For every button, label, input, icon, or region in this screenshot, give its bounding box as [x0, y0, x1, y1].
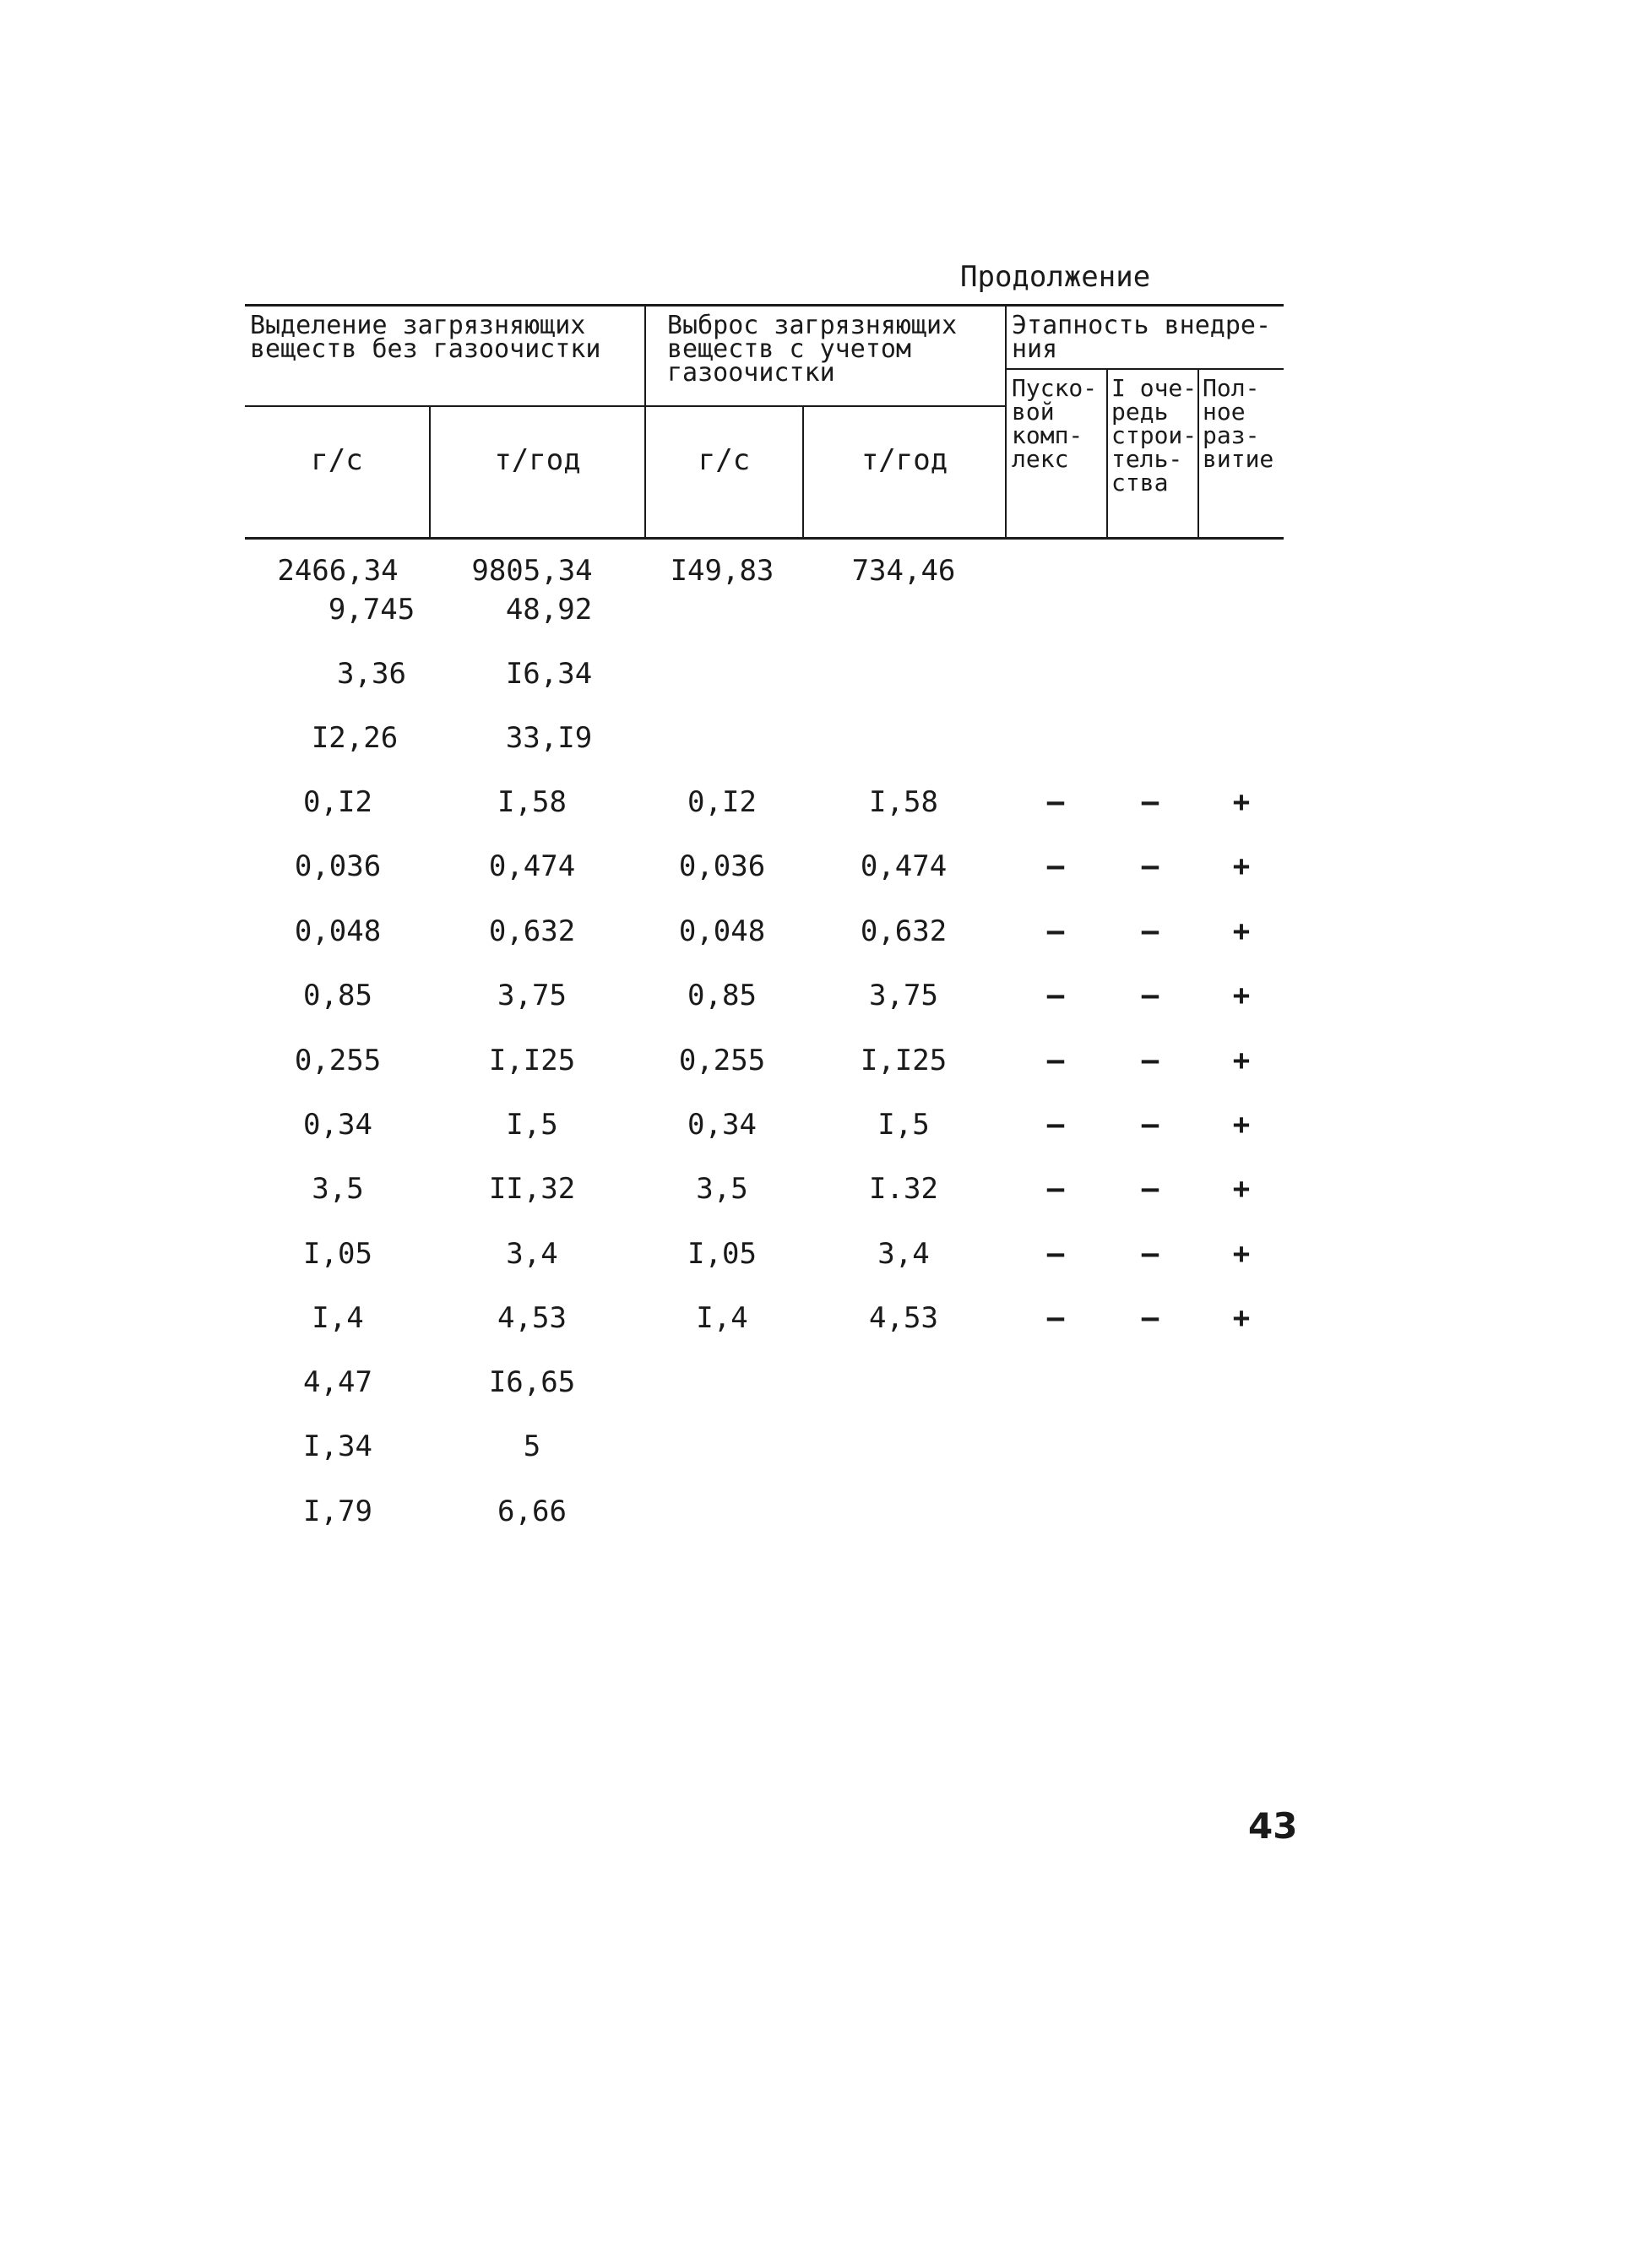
cell-emission-ty: I6,34: [505, 657, 593, 691]
cell-stage-full: +: [1232, 914, 1251, 948]
cell-emission-ty: 33,I9: [505, 721, 593, 755]
continued-label: Продолжение: [960, 260, 1151, 294]
cell-emission-gs: 2466,34: [277, 554, 399, 588]
cell-emission-ty: 9805,34: [471, 554, 593, 588]
table-header-bottom-rule: [245, 537, 1284, 540]
cell-emission-ty: 5: [523, 1430, 541, 1463]
cell-stage-full: +: [1232, 1108, 1251, 1142]
cell-emission-gs: 0,048: [294, 914, 382, 948]
stage-subheader-rule: [1005, 368, 1284, 370]
cell-stage-full: +: [1232, 785, 1251, 819]
cell-stage-first: –: [1141, 979, 1159, 1012]
cell-stage-startup: –: [1046, 1108, 1065, 1142]
cell-release-gs: I,05: [687, 1237, 757, 1271]
column-divider-group: [644, 304, 646, 537]
cell-stage-first: –: [1141, 1044, 1159, 1077]
cell-release-gs: 0,048: [678, 914, 766, 948]
column-divider-sub-2: [1197, 368, 1199, 537]
cell-stage-startup: –: [1046, 1044, 1065, 1077]
cell-emission-ty: I,I25: [488, 1044, 576, 1077]
unit-g-per-s-2: г/с: [698, 443, 751, 477]
cell-emission-gs: I2,26: [311, 721, 399, 755]
cell-emission-gs: 0,34: [303, 1108, 372, 1142]
cell-release-ty: I,58: [869, 785, 938, 819]
cell-release-ty: I,5: [877, 1108, 930, 1142]
cell-emission-gs: 3,36: [337, 657, 406, 691]
cell-emission-gs: 3,5: [312, 1172, 364, 1206]
cell-release-ty: 0,632: [860, 914, 948, 948]
cell-emission-gs: 0,036: [294, 849, 382, 883]
cell-release-ty: 734,46: [851, 554, 956, 588]
header-emission-without-cleaning: Выделение загрязняющих веществ без газоочистки: [250, 311, 601, 364]
cell-emission-gs: 4,47: [303, 1365, 372, 1399]
cell-stage-full: +: [1232, 1172, 1251, 1206]
header-first-stage: I оче- редь строи- тель- ства: [1111, 374, 1197, 496]
cell-emission-ty: 3,75: [497, 979, 567, 1012]
cell-stage-startup: –: [1046, 914, 1065, 948]
cell-emission-gs: 0,I2: [303, 785, 372, 819]
cell-stage-full: +: [1232, 1237, 1251, 1271]
cell-stage-first: –: [1141, 785, 1159, 819]
cell-release-gs: 0,I2: [687, 785, 757, 819]
cell-stage-startup: –: [1046, 785, 1065, 819]
cell-emission-gs: I,05: [303, 1237, 372, 1271]
cell-stage-first: –: [1141, 1172, 1159, 1206]
cell-stage-startup: –: [1046, 1301, 1065, 1335]
cell-release-ty: I.32: [869, 1172, 938, 1206]
cell-emission-gs: I,4: [312, 1301, 364, 1335]
cell-stage-first: –: [1141, 1237, 1159, 1271]
cell-emission-gs: I,79: [303, 1495, 372, 1528]
cell-stage-full: +: [1232, 979, 1251, 1012]
cell-release-ty: 3,4: [877, 1237, 930, 1271]
cell-emission-ty: I,5: [506, 1108, 558, 1142]
cell-emission-gs: 0,255: [294, 1044, 382, 1077]
cell-emission-ty: I,58: [497, 785, 567, 819]
page-number: 43: [1248, 1805, 1298, 1847]
cell-emission-ty: 6,66: [497, 1495, 567, 1528]
header-implementation-stages: Этапность внедре- ния: [1012, 311, 1272, 364]
cell-stage-full: +: [1232, 849, 1251, 883]
table-top-rule: [245, 304, 1284, 307]
cell-emission-gs: I,34: [303, 1430, 372, 1463]
cell-stage-full: +: [1232, 1301, 1251, 1335]
cell-release-gs: I,4: [696, 1301, 748, 1335]
cell-emission-ty: 0,632: [488, 914, 576, 948]
cell-release-ty: I,I25: [860, 1044, 948, 1077]
cell-emission-gs: 0,85: [303, 979, 372, 1012]
column-divider-stage: [1005, 304, 1007, 537]
cell-emission-ty: 48,92: [505, 593, 593, 627]
cell-release-gs: 0,34: [687, 1108, 757, 1142]
header-mid-rule: [245, 405, 1005, 407]
cell-stage-first: –: [1141, 1108, 1159, 1142]
cell-emission-ty: 0,474: [488, 849, 576, 883]
header-release-with-cleaning: Выброс загрязняющих веществ с учетом газоочистки: [667, 311, 958, 388]
column-divider-sub-1: [1106, 368, 1108, 537]
cell-stage-startup: –: [1046, 979, 1065, 1012]
cell-stage-startup: –: [1046, 1172, 1065, 1206]
cell-emission-gs: 9,745: [328, 593, 415, 627]
cell-release-gs: I49,83: [670, 554, 774, 588]
unit-t-per-year-2: т/год: [861, 443, 948, 477]
unit-g-per-s-1: г/с: [311, 443, 363, 477]
cell-stage-full: +: [1232, 1044, 1251, 1077]
cell-stage-startup: –: [1046, 849, 1065, 883]
cell-release-ty: 4,53: [869, 1301, 938, 1335]
header-full-development: Пол- ное раз- витие: [1203, 374, 1274, 473]
cell-stage-first: –: [1141, 1301, 1159, 1335]
cell-emission-ty: II,32: [488, 1172, 576, 1206]
cell-emission-ty: 3,4: [506, 1237, 558, 1271]
cell-stage-first: –: [1141, 849, 1159, 883]
cell-release-gs: 0,036: [678, 849, 766, 883]
cell-emission-ty: 4,53: [497, 1301, 567, 1335]
cell-release-ty: 0,474: [860, 849, 948, 883]
cell-release-gs: 0,255: [678, 1044, 766, 1077]
cell-emission-ty: I6,65: [488, 1365, 576, 1399]
unit-t-per-year-1: т/год: [494, 443, 581, 477]
cell-stage-first: –: [1141, 914, 1159, 948]
cell-stage-startup: –: [1046, 1237, 1065, 1271]
cell-release-gs: 3,5: [696, 1172, 748, 1206]
header-startup-complex: Пуско- вой комп- лекс: [1012, 374, 1098, 473]
cell-release-gs: 0,85: [687, 979, 757, 1012]
cell-release-ty: 3,75: [869, 979, 938, 1012]
